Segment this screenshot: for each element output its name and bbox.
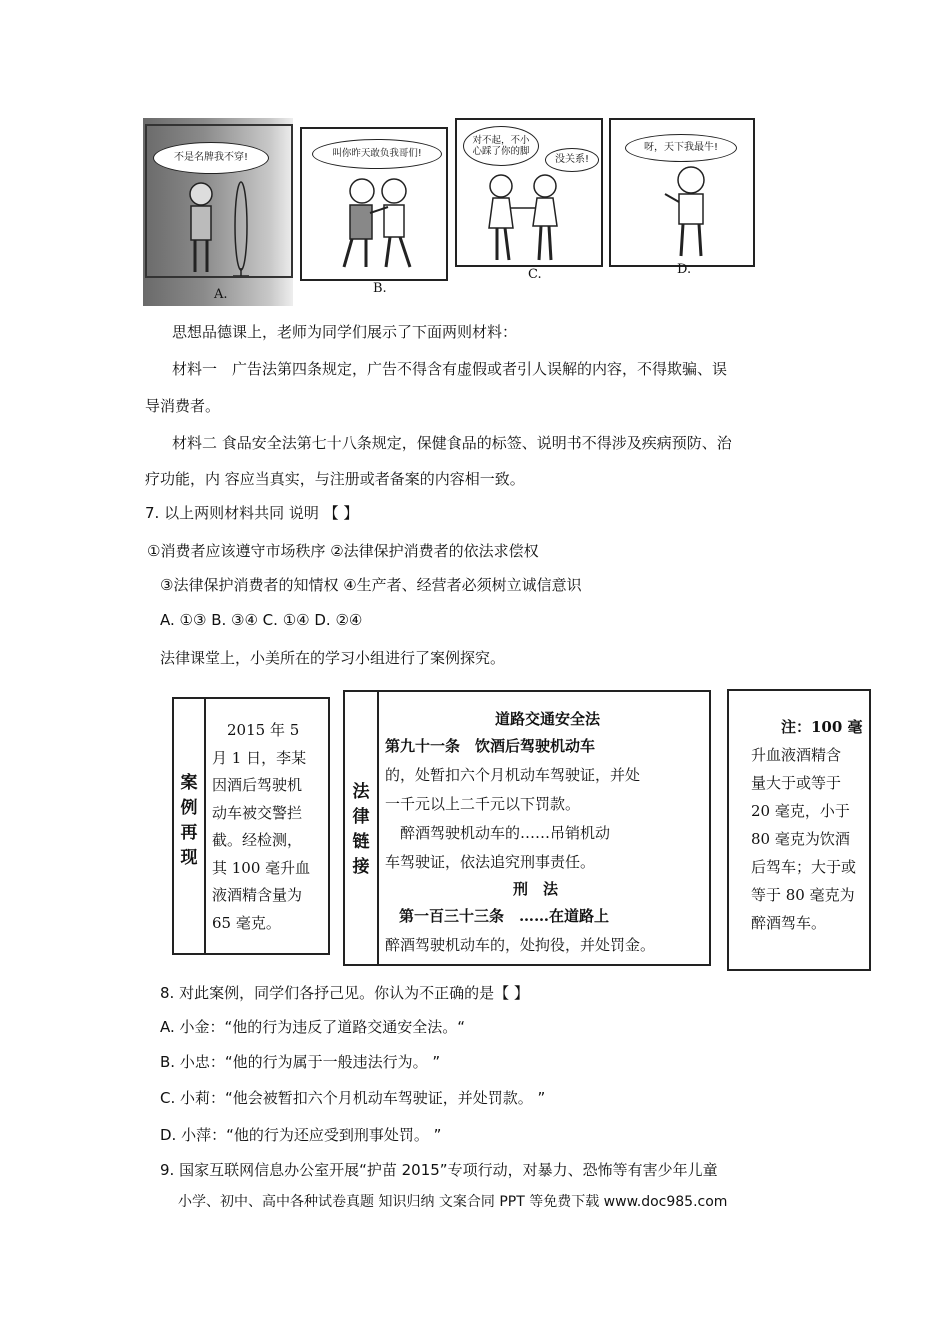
note-line: 等于 80 毫克为 bbox=[751, 886, 855, 904]
bubble-c-line2: 心踩了你的脚 bbox=[472, 146, 530, 157]
comic-panel-c bbox=[455, 118, 603, 267]
case-line: 2015 年 5 bbox=[212, 721, 300, 739]
boasting-boy-figure bbox=[661, 164, 721, 260]
intro-text: 思想品德课上，老师为同学们展示了下面两则材料： bbox=[172, 323, 518, 341]
law-heading-char: 接 bbox=[352, 857, 370, 877]
note-line: 20 毫克，小于 bbox=[751, 802, 850, 820]
case-line: 截。经检测， bbox=[212, 831, 303, 849]
comic-caption-b: B. bbox=[373, 281, 387, 296]
note-line: 注：100 毫 bbox=[781, 718, 863, 736]
q7-answers: A. ①③ B. ③④ C. ①④ D. ②④ bbox=[160, 611, 363, 629]
note-line: 后驾车；大于或 bbox=[751, 858, 857, 876]
law-heading bbox=[350, 780, 372, 880]
case-heading-char: 案 bbox=[180, 773, 198, 793]
fighting-figures bbox=[322, 173, 432, 273]
q8-option-c: C. 小莉：“他会被暂扣六个月机动车驾驶证，并处罚款。 ” bbox=[160, 1089, 546, 1107]
material1-line2: 导消费者。 bbox=[145, 397, 221, 415]
q8-option-d: D. 小萍：“他的行为还应受到刑事处罚。 ” bbox=[160, 1126, 442, 1144]
article-91-line: 一千元以上二千元以下罚款。 bbox=[385, 795, 581, 813]
article-91-line: 车驾驶证，依法追究刑事责任。 bbox=[385, 853, 596, 871]
comic-panel-a bbox=[145, 124, 293, 278]
article-133-line: 第一百三十三条 ……在道路上 bbox=[399, 907, 610, 925]
comic-caption-c: C. bbox=[528, 267, 542, 282]
article-91-line: 第九十一条 饮酒后驾驶机动车 bbox=[385, 737, 596, 755]
q7-option-line2: ③法律保护消费者的知情权 ④生产者、经营者必须树立诚信意识 bbox=[160, 576, 582, 594]
q9-stem: 9. 国家互联网信息办公室开展“护苗 2015”专项行动，对暴力、恐怖等有害少年儿童 bbox=[160, 1161, 718, 1179]
speech-bubble-c bbox=[463, 126, 539, 166]
case-line: 因酒后驾驶机 bbox=[212, 776, 303, 794]
case-heading-char: 例 bbox=[180, 798, 198, 818]
law-intro: 法律课堂上，小美所在的学习小组进行了案例探究。 bbox=[160, 649, 506, 667]
case-heading bbox=[178, 771, 200, 871]
case-box-divider bbox=[204, 699, 206, 953]
article-91-line: 的，处暂扣六个月机动车驾驶证，并处 bbox=[385, 766, 641, 784]
law-box bbox=[343, 690, 711, 966]
case-heading-char: 再 bbox=[180, 823, 198, 843]
law-heading-char: 律 bbox=[352, 807, 370, 827]
comic-caption-d: D. bbox=[677, 262, 692, 277]
footer-text: 小学、初中、高中各种试卷真题 知识归纳 文案合同 PPT 等免费下载 www.doc985.com bbox=[178, 1194, 728, 1210]
note-box bbox=[727, 689, 871, 971]
article-91-line: 醉酒驾驶机动车的……吊销机动 bbox=[385, 824, 611, 842]
q7-option-line1: ①消费者应该遵守市场秩序 ②法律保护消费者的依法求偿权 bbox=[147, 542, 539, 560]
q8-stem: 8. 对此案例，同学们各抒己见。你认为不正确的是【 】 bbox=[160, 984, 529, 1002]
speech-bubble-a: 不是名牌我不穿! bbox=[153, 142, 269, 174]
case-line: 动车被交警拦 bbox=[212, 803, 303, 822]
bubble-c-line1: 对不起，不小 bbox=[472, 135, 530, 146]
speech-bubble-c-reply: 没关系! bbox=[545, 148, 599, 172]
comic-caption-a: A. bbox=[214, 287, 228, 302]
note-line: 醉酒驾车。 bbox=[751, 914, 827, 932]
comic-panel-b bbox=[300, 127, 448, 281]
q8-option-b: B. 小忠：“他的行为属于一般违法行为。 ” bbox=[160, 1053, 441, 1071]
material1-line1: 材料一 广告法第四条规定，广告不得含有虚假或者引人误解的内容，不得欺骗、误 bbox=[172, 360, 728, 378]
law-heading-char: 法 bbox=[352, 782, 370, 802]
q8-option-a: A. 小金：“他的行为违反了道路交通安全法。“ bbox=[160, 1018, 466, 1036]
criminal-law-title: 刑 法 bbox=[513, 880, 559, 898]
article-91 bbox=[385, 732, 640, 877]
speech-bubble-d: 呀，天下我最牛! bbox=[625, 134, 737, 162]
boy-figure-a bbox=[177, 180, 277, 276]
note-line: 升血液酒精含 bbox=[751, 746, 842, 764]
article-133-line: 醉酒驾驶机动车的，处拘役，并处罚金。 bbox=[385, 936, 656, 954]
case-line: 其 100 毫升血 bbox=[212, 858, 311, 877]
case-heading-char: 现 bbox=[180, 848, 198, 868]
article-133 bbox=[385, 902, 655, 960]
note-line: 80 毫克为饮酒 bbox=[751, 830, 850, 848]
traffic-law-title: 道路交通安全法 bbox=[495, 710, 601, 728]
speech-bubble-b: 叫你昨天敢负我哥们! bbox=[312, 139, 442, 169]
case-line: 月 1 日，李某 bbox=[212, 748, 307, 767]
case-line: 65 毫克。 bbox=[212, 913, 281, 932]
case-line: 液酒精含量为 bbox=[212, 886, 303, 904]
case-text bbox=[212, 717, 310, 937]
material2-line1: 材料二 食品安全法第七十八条规定，保健食品的标签、说明书不得涉及疾病预防、治 bbox=[172, 434, 732, 452]
law-heading-char: 链 bbox=[352, 832, 370, 852]
apology-figures bbox=[471, 172, 581, 264]
comic-panel-d bbox=[609, 118, 755, 267]
note-line: 量大于或等于 bbox=[751, 774, 842, 792]
material2-line2: 疗功能，内 容应当真实，与注册或者备案的内容相一致。 bbox=[145, 470, 525, 488]
law-box-divider bbox=[377, 692, 379, 964]
note-text bbox=[751, 713, 863, 937]
case-box bbox=[172, 697, 330, 955]
q7-stem: 7. 以上两则材料共同 说明 【 】 bbox=[145, 504, 359, 522]
